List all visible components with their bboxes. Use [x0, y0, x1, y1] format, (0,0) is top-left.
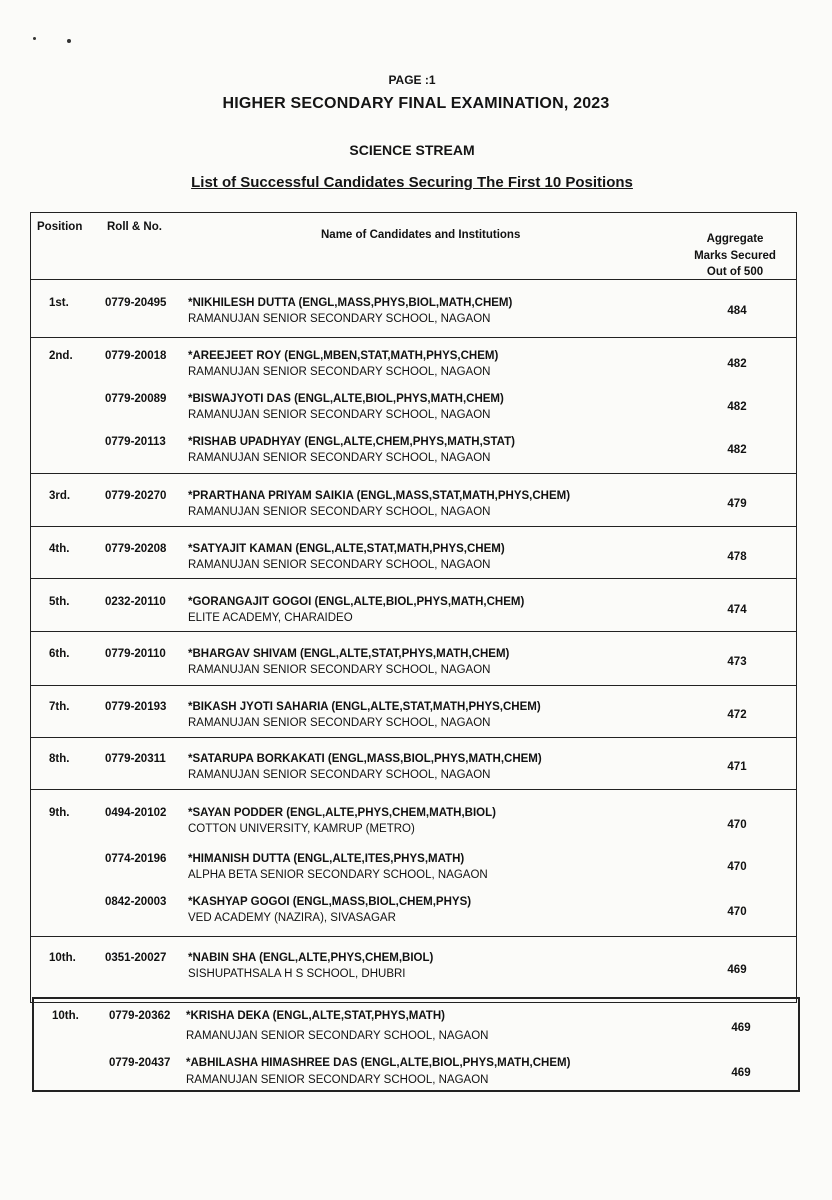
table-row	[34, 1055, 798, 1095]
stream-title: SCIENCE STREAM	[349, 142, 475, 158]
institution-name: RAMANUJAN SENIOR SECONDARY SCHOOL, NAGAON	[188, 452, 491, 464]
roll-cell: 0351-20027	[105, 952, 167, 964]
candidate-name: *SAYAN PODDER (ENGL,ALTE,PHYS,CHEM,MATH,BIOL)	[188, 807, 496, 819]
institution-name: RAMANUJAN SENIOR SECONDARY SCHOOL, NAGAON	[188, 366, 491, 378]
table-row	[31, 434, 796, 474]
roll-cell: 0779-20208	[105, 543, 167, 555]
roll-cell: 0779-20270	[105, 490, 167, 502]
candidate-name: *BIKASH JYOTI SAHARIA (ENGL,ALTE,STAT,MATH,PHYS,CHEM)	[188, 701, 541, 713]
marks-cell: 482	[727, 444, 747, 456]
roll-cell: 0779-20437	[109, 1057, 171, 1069]
position-cell: 3rd.	[49, 490, 71, 502]
marks-cell: 469	[727, 964, 747, 976]
column-header-marks	[671, 231, 799, 281]
institution-name: COTTON UNIVERSITY, KAMRUP (METRO)	[188, 823, 415, 835]
table-row	[31, 646, 796, 686]
candidate-name: *AREEJEET ROY (ENGL,MBEN,STAT,MATH,PHYS,CHEM)	[188, 350, 499, 362]
roll-cell: 0779-20018	[105, 350, 167, 362]
table-row	[31, 805, 796, 845]
institution-name: VED ACADEMY (NAZIRA), SIVASAGAR	[188, 912, 396, 924]
list-title: List of Successful Candidates Securing The First 10 Positions	[191, 174, 633, 191]
roll-cell: 0779-20362	[109, 1010, 171, 1022]
candidate-name: *HIMANISH DUTTA (ENGL,ALTE,ITES,PHYS,MATH)	[188, 853, 465, 865]
marks-cell: 472	[727, 709, 747, 721]
table-row	[31, 348, 796, 388]
marks-cell: 470	[727, 819, 747, 831]
position-cell: 10th.	[49, 952, 76, 964]
column-header-marks-line: Marks Secured	[694, 249, 776, 262]
candidate-name: *NABIN SHA (ENGL,ALTE,PHYS,CHEM,BIOL)	[188, 952, 434, 964]
institution-name: SISHUPATHSALA H S SCHOOL, DHUBRI	[188, 968, 406, 980]
institution-name: RAMANUJAN SENIOR SECONDARY SCHOOL, NAGAON	[188, 717, 491, 729]
row-divider	[31, 737, 796, 738]
table-row	[31, 699, 796, 739]
candidate-name: *BHARGAV SHIVAM (ENGL,ALTE,STAT,PHYS,MATH,CHEM)	[188, 648, 510, 660]
table-row	[34, 1008, 798, 1048]
position-cell: 4th.	[49, 543, 70, 555]
table-row	[31, 541, 796, 581]
marks-cell: 482	[727, 358, 747, 370]
candidate-name: *SATYAJIT KAMAN (ENGL,ALTE,STAT,MATH,PHYS,CHEM)	[188, 543, 505, 555]
marks-cell: 473	[727, 656, 747, 668]
marks-cell: 470	[727, 861, 747, 873]
position-cell: 7th.	[49, 701, 70, 713]
table-row	[31, 950, 796, 990]
column-header-position: Position	[37, 221, 83, 233]
row-divider	[31, 936, 796, 937]
row-divider	[31, 685, 796, 686]
roll-cell: 0779-20089	[105, 393, 167, 405]
institution-name: ALPHA BETA SENIOR SECONDARY SCHOOL, NAGAON	[188, 869, 488, 881]
row-divider	[31, 789, 796, 790]
institution-name: RAMANUJAN SENIOR SECONDARY SCHOOL, NAGAON	[188, 409, 491, 421]
row-divider	[31, 473, 796, 474]
roll-cell: 0779-20110	[105, 648, 166, 660]
column-header-marks-line: Aggregate	[706, 233, 764, 245]
marks-cell: 478	[727, 551, 747, 563]
column-header-roll: Roll & No.	[107, 221, 162, 233]
exam-title: HIGHER SECONDARY FINAL EXAMINATION, 2023	[222, 95, 610, 112]
row-divider	[31, 631, 796, 632]
roll-cell: 0779-20311	[105, 753, 166, 765]
institution-name: RAMANUJAN SENIOR SECONDARY SCHOOL, NAGAON	[188, 559, 491, 571]
row-divider	[31, 578, 796, 579]
table-row	[31, 894, 796, 934]
table-row	[31, 295, 796, 335]
institution-name: RAMANUJAN SENIOR SECONDARY SCHOOL, NAGAON	[188, 506, 491, 518]
table-row	[31, 391, 796, 431]
institution-name: RAMANUJAN SENIOR SECONDARY SCHOOL, NAGAON	[186, 1074, 489, 1086]
candidate-name: *RISHAB UPADHYAY (ENGL,ALTE,CHEM,PHYS,MATH,STAT)	[188, 436, 515, 448]
scan-speck	[33, 37, 36, 40]
candidate-name: *KASHYAP GOGOI (ENGL,MASS,BIOL,CHEM,PHYS)	[188, 896, 472, 908]
marks-cell: 470	[727, 906, 747, 918]
marks-cell: 474	[727, 604, 747, 616]
institution-name: RAMANUJAN SENIOR SECONDARY SCHOOL, NAGAON	[188, 313, 491, 325]
table-row	[31, 488, 796, 528]
candidate-name: *KRISHA DEKA (ENGL,ALTE,STAT,PHYS,MATH)	[186, 1010, 445, 1022]
roll-cell: 0774-20196	[105, 853, 167, 865]
position-cell: 6th.	[49, 648, 70, 660]
marks-cell: 484	[727, 305, 747, 317]
position-cell: 9th.	[49, 807, 70, 819]
column-header-name: Name of Candidates and Institutions	[321, 229, 521, 241]
position-cell: 1st.	[49, 297, 69, 309]
roll-cell: 0232-20110	[105, 596, 166, 608]
marks-cell: 482	[727, 401, 747, 413]
roll-cell: 0494-20102	[105, 807, 167, 819]
candidate-name: *ABHILASHA HIMASHREE DAS (ENGL,ALTE,BIOL,PHYS,MATH,CHEM)	[186, 1057, 571, 1069]
marks-cell: 469	[731, 1067, 751, 1079]
row-divider	[31, 337, 796, 338]
candidate-name: *PRARTHANA PRIYAM SAIKIA (ENGL,MASS,STAT,MATH,PHYS,CHEM)	[188, 490, 571, 502]
candidate-name: *GORANGAJIT GOGOI (ENGL,ALTE,BIOL,PHYS,MATH,CHEM)	[188, 596, 525, 608]
row-divider	[31, 526, 796, 527]
appended-results-table	[32, 997, 800, 1092]
page-label: PAGE :1	[388, 73, 436, 87]
position-cell: 5th.	[49, 596, 70, 608]
roll-cell: 0779-20113	[105, 436, 166, 448]
institution-name: RAMANUJAN SENIOR SECONDARY SCHOOL, NAGAON	[188, 769, 491, 781]
scan-speck	[67, 39, 71, 43]
candidate-name: *SATARUPA BORKAKATI (ENGL,MASS,BIOL,PHYS,MATH,CHEM)	[188, 753, 542, 765]
roll-cell: 0779-20193	[105, 701, 167, 713]
position-cell: 2nd.	[49, 350, 73, 362]
column-header-marks-line: Out of 500	[706, 266, 764, 278]
candidate-name: *BISWAJYOTI DAS (ENGL,ALTE,BIOL,PHYS,MATH,CHEM)	[188, 393, 504, 405]
roll-cell: 0842-20003	[105, 896, 167, 908]
institution-name: RAMANUJAN SENIOR SECONDARY SCHOOL, NAGAON	[188, 664, 491, 676]
institution-name: ELITE ACADEMY, CHARAIDEO	[188, 612, 353, 624]
marks-cell: 479	[727, 498, 747, 510]
marks-cell: 471	[727, 761, 747, 773]
marks-cell: 469	[731, 1022, 751, 1034]
table-row	[31, 594, 796, 634]
roll-cell: 0779-20495	[105, 297, 167, 309]
institution-name: RAMANUJAN SENIOR SECONDARY SCHOOL, NAGAON	[186, 1030, 489, 1042]
row-divider	[31, 279, 796, 280]
position-cell: 10th.	[52, 1010, 79, 1022]
results-table	[30, 212, 797, 1003]
candidate-name: *NIKHILESH DUTTA (ENGL,MASS,PHYS,BIOL,MATH,CHEM)	[188, 297, 513, 309]
table-row	[31, 851, 796, 891]
table-row	[31, 751, 796, 791]
position-cell: 8th.	[49, 753, 70, 765]
